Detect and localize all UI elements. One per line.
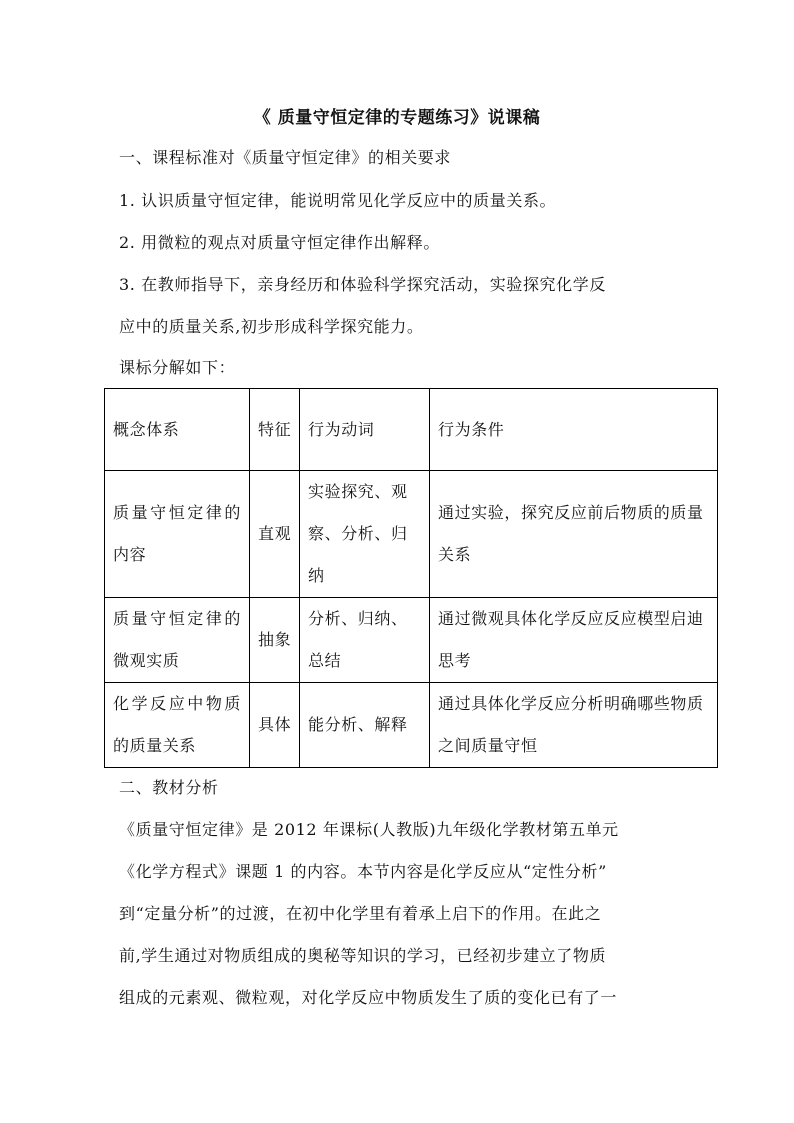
table-cell: 通过微观具体化学反应反应模型启迪思考 [430, 598, 718, 683]
table-cell: 质量守恒定律的内容 [105, 471, 250, 598]
table-cell: 质量守恒定律的微观实质 [105, 598, 250, 683]
table-cell: 通过具体化学反应分析明确哪些物质之间质量守恒 [430, 683, 718, 768]
section2-heading: 二、教材分析 [119, 778, 219, 797]
table-header-row [105, 389, 718, 471]
requirement-item-3-continuation: 应中的质量关系,初步形成科学探究能力。 [119, 317, 424, 336]
standards-breakdown-table [104, 388, 718, 768]
requirement-item-1: 1. 认识质量守恒定律，能说明常见化学反应中的质量关系。 [119, 191, 557, 210]
table-row [105, 683, 718, 768]
table-header-cell: 行为动词 [300, 389, 430, 471]
table-cell: 通过实验，探究反应前后物质的质量关系 [430, 471, 718, 598]
table-row [105, 598, 718, 683]
table-cell: 能分析、解释 [300, 683, 430, 768]
body-text-line: 到“定量分析”的过渡，在初中化学里有着承上启下的作用。在此之 [119, 904, 602, 923]
body-text-line: 《质量守恒定律》是 2012 年课标(人教版)九年级化学教材第五单元 [119, 820, 619, 839]
document-title: 《 质量守恒定律的专题练习》说课稿 [253, 108, 541, 128]
table-header-cell: 概念体系 [105, 389, 250, 471]
table-header-cell: 行为条件 [430, 389, 718, 471]
table-cell: 化学反应中物质的质量关系 [105, 683, 250, 768]
table-intro: 课标分解如下： [119, 358, 236, 377]
body-text-line: 《化学方程式》课题 1 的内容。本节内容是化学反应从“定性分析” [119, 862, 607, 881]
table-header-cell: 特征 [250, 389, 300, 471]
requirement-item-3: 3. 在教师指导下，亲身经历和体验科学探究活动，实验探究化学反 [119, 275, 606, 294]
table-cell: 抽象 [250, 598, 300, 683]
table-row [105, 471, 718, 598]
body-text-line: 前,学生通过对物质组成的奥秘等知识的学习，已经初步建立了物质 [119, 946, 607, 965]
body-text-line: 组成的元素观、微粒观，对化学反应中物质发生了质的变化已有了一 [119, 988, 618, 1007]
table-cell: 实验探究、观察、分析、归纳 [300, 471, 430, 598]
requirement-item-2: 2. 用微粒的观点对质量守恒定律作出解释。 [119, 233, 440, 252]
section1-heading: 一、课程标准对《质量守恒定律》的相关要求 [119, 148, 452, 167]
table-cell: 分析、归纳、总结 [300, 598, 430, 683]
table-cell: 具体 [250, 683, 300, 768]
table-cell: 直观 [250, 471, 300, 598]
